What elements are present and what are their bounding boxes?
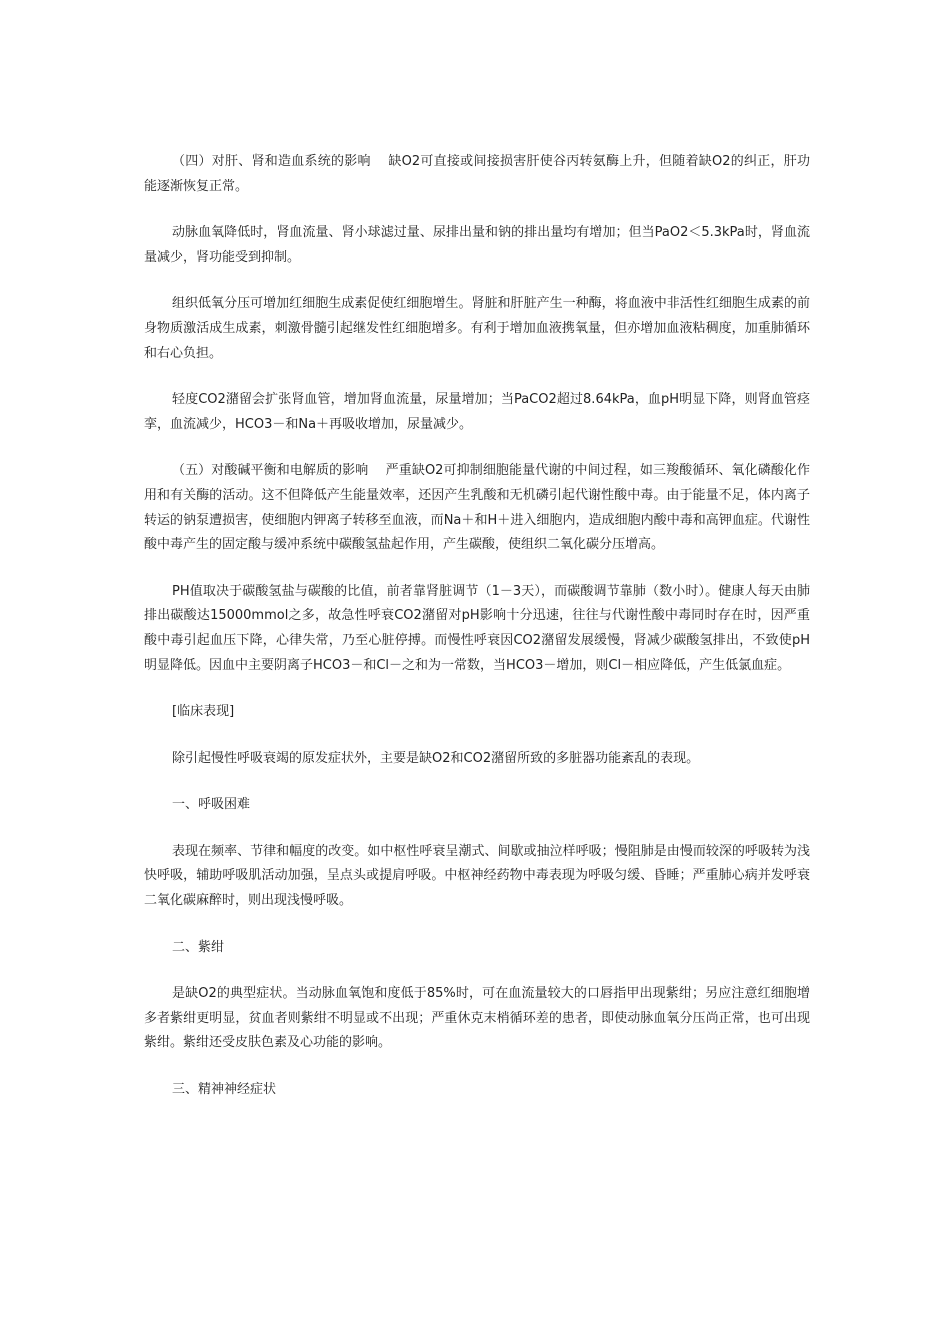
clinical-heading: [临床表现] [172, 704, 235, 720]
section-title-dyspnea: 一、呼吸困难 [172, 797, 251, 813]
paragraph-liver-kidney: （四）对肝、肾和造血系统的影响 缺O2可直接或间接损害肝使谷丙转氨酶上升，但随着缺O2的纠正，肝功能逐渐恢复正常。 [144, 154, 810, 194]
paragraph-co2-retention: 轻度CO2潴留会扩张肾血管，增加肾血流量，尿量增加；当PaCO2超过8.64kPa，血pH明显下降，则肾血管痉挛，血流减少，HCO3－和Na＋再吸收增加，尿量减少。 [144, 392, 810, 432]
paragraph-acid-base: （五）对酸碱平衡和电解质的影响 严重缺O2可抑制细胞能量代谢的中间过程，如三羧酸循环、氧化磷酸化作用和有关酶的活动。这不但降低产生能量效率，还因产生乳酸和无机磷引起代谢性酸中毒。由于能量不足，体内离子转运的钠泵遭损害，使细胞内钾离子转移至血液，而Na＋和H＋进入细胞内，造成细胞内酸中毒和高钾血症。代谢性酸中毒产生的固定酸与缓冲系统中碳酸氢盐起作用，产生碳酸，使组织二氧化碳分压增高。 [144, 463, 810, 553]
section-body-cyanosis: 是缺O2的典型症状。当动脉血氧饱和度低于85%时，可在血流量较大的口唇指甲出现紫绀；另应注意红细胞增多者紫绀更明显，贫血者则紫绀不明显或不出现；严重休克末梢循环差的患者，即使动脉血氧分压尚正常，也可出现紫绀。紫绀还受皮肤色素及心功能的影响。 [144, 986, 810, 1051]
paragraph-renal-blood-flow: 动脉血氧降低时，肾血流量、肾小球滤过量、尿排出量和钠的排出量均有增加；但当PaO2＜5.3kPa时，肾血流量减少，肾功能受到抑制。 [144, 225, 810, 265]
section-title-neuro: 三、精神神经症状 [172, 1082, 277, 1098]
paragraph-ph-value: PH值取决于碳酸氢盐与碳酸的比值，前者靠肾脏调节（1－3天），而碳酸调节靠肺（数小时）。健康人每天由肺排出碳酸达15000mmol之多，故急性呼衰CO2潴留对pH影响十分迅速，往往与代谢性酸中毒同时存在时，因严重酸中毒引起血压下降，心律失常，乃至心脏停搏。而慢性呼衰因CO2潴留发展缓慢，肾减少碳酸氢排出，不致使pH明显降低。因血中主要阴离子HCO3－和Cl－之和为一常数，当HCO3－增加，则Cl－相应降低，产生低氯血症。 [144, 583, 810, 673]
document-page [144, 150, 810, 1125]
clinical-intro: 除引起慢性呼吸衰竭的原发症状外，主要是缺O2和CO2潴留所致的多脏器功能紊乱的表现。 [172, 750, 700, 766]
paragraph-erythropoietin: 组织低氧分压可增加红细胞生成素促使红细胞增生。肾脏和肝脏产生一种酶，将血液中非活性红细胞生成素的前身物质激活成生成素，刺激骨髓引起继发性红细胞增多。有利于增加血液携氧量，但亦增加血液粘稠度，加重肺循环和右心负担。 [144, 296, 810, 361]
section-body-dyspnea: 表现在频率、节律和幅度的改变。如中枢性呼衰呈潮式、间歇或抽泣样呼吸；慢阻肺是由慢而较深的呼吸转为浅快呼吸，辅助呼吸肌活动加强，呈点头或提肩呼吸。中枢神经药物中毒表现为呼吸匀缓、昏睡；严重肺心病并发呼衰二氧化碳麻醉时，则出现浅慢呼吸。 [144, 843, 810, 909]
section-title-cyanosis: 二、紫绀 [172, 939, 225, 955]
